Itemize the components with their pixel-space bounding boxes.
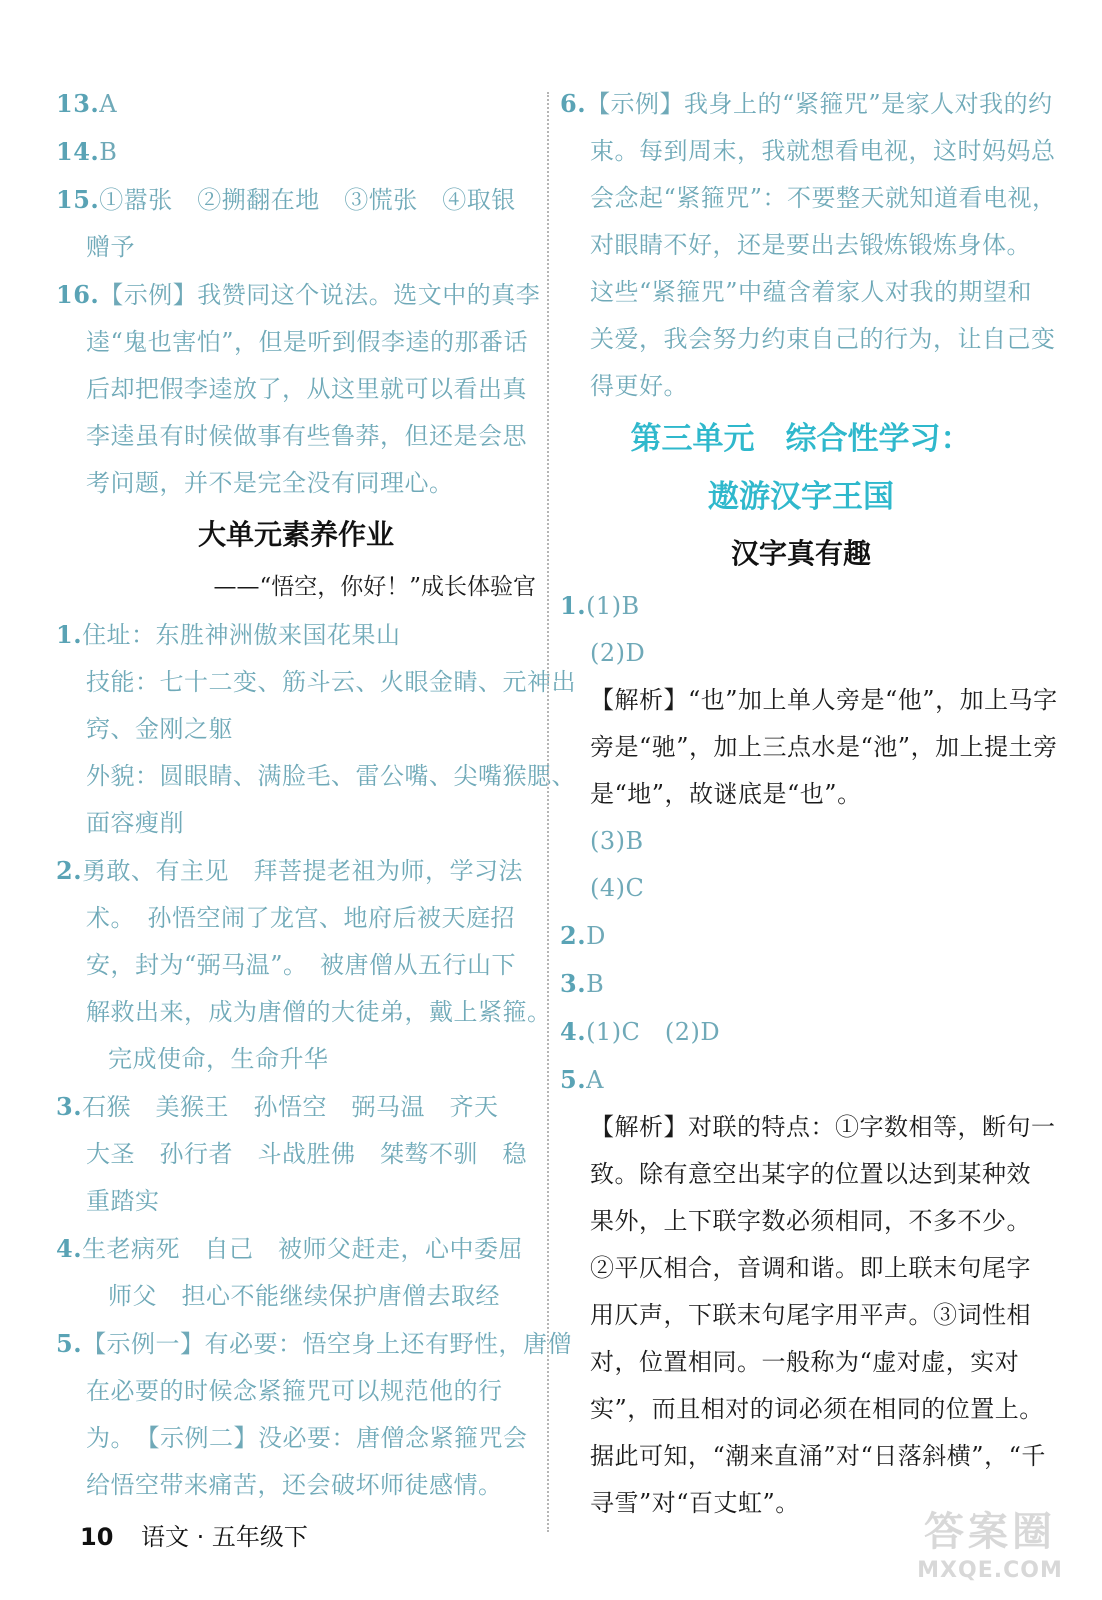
watermark-logo [890, 1508, 1090, 1592]
answer-text: 得更好。 [590, 372, 688, 400]
question-number: 5. [56, 1329, 83, 1358]
analysis-line: 实”，而且相对的词必须在相同的位置上。 [590, 1395, 1044, 1423]
answer-line [56, 1368, 536, 1415]
analysis-line: 旁是“驰”，加上三点水是“池”，加上提土旁 [590, 733, 1058, 761]
answer-text: 安，封为“弼马温”。 被唐僧从五行山下 [86, 951, 517, 979]
answer-line [56, 1320, 573, 1368]
answer-text: 【示例】我身上的“紧箍咒”是家人对我的约 [586, 90, 1053, 118]
answer-text: D [586, 922, 606, 950]
answer-line [56, 128, 536, 176]
answer-line [560, 316, 1056, 363]
answer-line [560, 80, 1053, 128]
column-divider [547, 92, 549, 1532]
question-number: 3. [56, 1092, 83, 1121]
answer-line [56, 942, 536, 989]
answer-text: 后却把假李逵放了，从这里就可以看出真 [86, 375, 527, 403]
answer-line [56, 176, 536, 224]
answer-text: (3)B [590, 827, 644, 855]
answer-line [56, 706, 536, 753]
answer-line [56, 1225, 536, 1273]
answer-line [56, 80, 536, 128]
answer-text: 重踏实 [86, 1187, 160, 1215]
question-number: 1. [56, 620, 83, 649]
question-number: 1. [560, 591, 587, 620]
answer-line [560, 630, 1042, 677]
subject-grade: 语文 · 五年级下 [141, 1523, 308, 1551]
answer-text: 这些“紧箍咒”中蕴含着家人对我的期望和 [590, 278, 1033, 306]
answer-text: (2)D [590, 639, 646, 667]
answer-text: 技能：七十二变、筋斗云、火眼金睛、元神出 [86, 668, 576, 696]
analysis-line: 对，位置相同。一般称为“虚对虚，实对 [590, 1348, 1020, 1376]
analysis-line: 【解析】“也”加上单人旁是“他”，加上马字 [590, 686, 1058, 714]
question-number: 5. [560, 1065, 587, 1094]
answer-line [56, 319, 536, 366]
analysis-line: ②平仄相合，音调和谐。即上联末句尾字 [590, 1254, 1031, 1282]
answer-line [560, 222, 1042, 269]
answer-line [56, 895, 536, 942]
answer-line [56, 1178, 536, 1225]
answer-text: 会念起“紧箍咒”：不要整天就知道看电视， [590, 184, 1057, 212]
answer-text: (4)C [590, 874, 645, 902]
analysis-line: 致。除有意空出某字的位置以达到某种效 [590, 1160, 1031, 1188]
answer-line [560, 960, 1042, 1008]
left-column [56, 80, 576, 1509]
question-number: 4. [56, 1234, 83, 1263]
answer-line [56, 1036, 536, 1083]
right-answers-part2 [560, 582, 1042, 677]
question-number: 2. [56, 856, 83, 885]
answer-text: (1)B [586, 592, 640, 620]
answer-text: 束。每到周末，我就想看电视，这时妈妈总 [590, 137, 1056, 165]
answer-text: 解救出来，成为唐僧的大徒弟，戴上紧箍。 [86, 998, 552, 1026]
answer-text: 完成使命，生命升华 [108, 1045, 329, 1073]
answer-line [56, 847, 536, 895]
answer-text: 石猴 美猴王 孙悟空 弼马温 齐天 [82, 1093, 499, 1121]
answer-line [560, 865, 1042, 912]
answer-line [56, 1462, 536, 1509]
answer-text: 窍、金刚之躯 [86, 715, 233, 743]
answer-line [56, 460, 536, 507]
answer-line [56, 1131, 536, 1178]
analysis-line: 是“地”，故谜底是“也”。 [590, 780, 862, 808]
answer-text: 【示例】我赞同这个说法。选文中的真李 [99, 281, 541, 309]
page-number: 10 [80, 1523, 114, 1551]
answer-line [56, 1415, 536, 1462]
answer-line [560, 818, 1042, 865]
analysis-block-2 [560, 1104, 1056, 1527]
analysis-line: 【解析】对联的特点：①字数相等，断句一 [590, 1113, 1056, 1141]
answer-line [56, 413, 536, 460]
unit-title-line1: 第三单元 综合性学习： [630, 421, 972, 457]
answer-line [56, 989, 552, 1036]
answer-line [56, 271, 541, 319]
answer-text: B [586, 970, 605, 998]
answer-text: ①嚣张 ②搠翻在地 ③慌张 ④取银 [99, 186, 516, 214]
answer-line [560, 912, 1042, 960]
question-number: 13. [56, 89, 100, 118]
analysis-line: 据此可知，“潮来直涌”对“日落斜横”，“千 [590, 1442, 1046, 1470]
section-heading: 大单元素养作业 [197, 518, 394, 551]
answer-line [56, 1273, 536, 1320]
analysis-line: 用仄声，下联末句尾字用平声。③词性相 [590, 1301, 1031, 1329]
answer-text: A [99, 90, 118, 118]
question-number: 4. [560, 1017, 587, 1046]
question-number: 2. [560, 921, 587, 950]
answer-line [560, 269, 1042, 316]
analysis-line: 寻雪”对“百丈虹”。 [590, 1489, 800, 1517]
answer-line [56, 659, 576, 706]
answer-text: 关爱，我会努力约束自己的行为，让自己变 [590, 325, 1056, 353]
answer-text: 对眼睛不好，还是要出去锻炼锻炼身体。 [590, 231, 1031, 259]
answer-text: 【示例一】有必要：悟空身上还有野性，唐僧 [82, 1330, 573, 1358]
answer-text: 逵“鬼也害怕”，但是听到假李逵的那番话 [86, 328, 529, 356]
answer-line [56, 224, 536, 271]
answer-text: 李逵虽有时候做事有些鲁莽，但还是会思 [86, 422, 527, 450]
answer-text: (1)C (2)D [586, 1018, 721, 1046]
watermark-text: 答案圈 [924, 1509, 1056, 1555]
left-answers-part2 [56, 611, 576, 1509]
question-number: 14. [56, 137, 100, 166]
analysis-block-1 [560, 677, 1058, 818]
answer-line [56, 611, 536, 659]
question-number: 3. [560, 969, 587, 998]
question-number: 6. [560, 89, 587, 118]
answer-line [560, 1056, 1042, 1104]
answer-line [56, 800, 536, 847]
unit-title-line2: 遨游汉字王国 [708, 479, 894, 515]
answer-text: A [586, 1066, 604, 1094]
right-answers-part1 [560, 80, 1057, 410]
right-answers-part3 [560, 818, 1042, 1104]
analysis-line: 果外，上下联字数必须相同，不多不少。 [590, 1207, 1031, 1235]
answer-text: 师父 担心不能继续保护唐僧去取经 [108, 1282, 500, 1310]
answer-text: 在必要的时候念紧箍咒可以规范他的行 [86, 1377, 503, 1405]
answer-text: 勇敢、有主见 拜菩提老祖为师，学习法 [82, 857, 524, 885]
answer-text: 面容瘦削 [86, 809, 184, 837]
answer-line [560, 363, 1042, 410]
answer-text: 大圣 孙行者 斗战胜佛 桀骜不驯 稳 [86, 1140, 527, 1168]
answer-text: 考问题，并不是完全没有同理心。 [86, 469, 454, 497]
page-footer [80, 1517, 308, 1552]
question-number: 15. [56, 185, 100, 214]
answer-text: B [99, 138, 118, 166]
answer-text: 为。 【示例二】没必要：唐僧念紧箍咒会 [86, 1424, 528, 1452]
section-subheading: ——“悟空，你好！”成长体验官 [213, 574, 536, 600]
answer-line [560, 175, 1057, 222]
watermark-url: MXQE.COM [917, 1558, 1063, 1583]
answer-line [56, 1083, 536, 1131]
right-column [560, 80, 1058, 1527]
answer-text: 住址：东胜神洲傲来国花果山 [82, 621, 401, 649]
answer-text: 赠予 [86, 233, 135, 261]
left-answers-part1 [56, 80, 541, 507]
section-heading-right: 汉字真有趣 [730, 537, 871, 570]
answer-line [560, 582, 1042, 630]
answer-text: 外貌：圆眼睛、满脸毛、雷公嘴、尖嘴猴腮、 [86, 762, 576, 790]
answer-line [56, 753, 576, 800]
answer-text: 术。 孙悟空闹了龙宫、地府后被天庭招 [86, 904, 515, 932]
answer-line [56, 366, 536, 413]
answer-line [560, 128, 1056, 175]
answer-text: 生老病死 自己 被师父赶走，心中委屈 [82, 1235, 524, 1263]
answer-line [560, 1008, 1042, 1056]
question-number: 16. [56, 280, 100, 309]
answer-text: 给悟空带来痛苦，还会破坏师徒感情。 [86, 1471, 503, 1499]
